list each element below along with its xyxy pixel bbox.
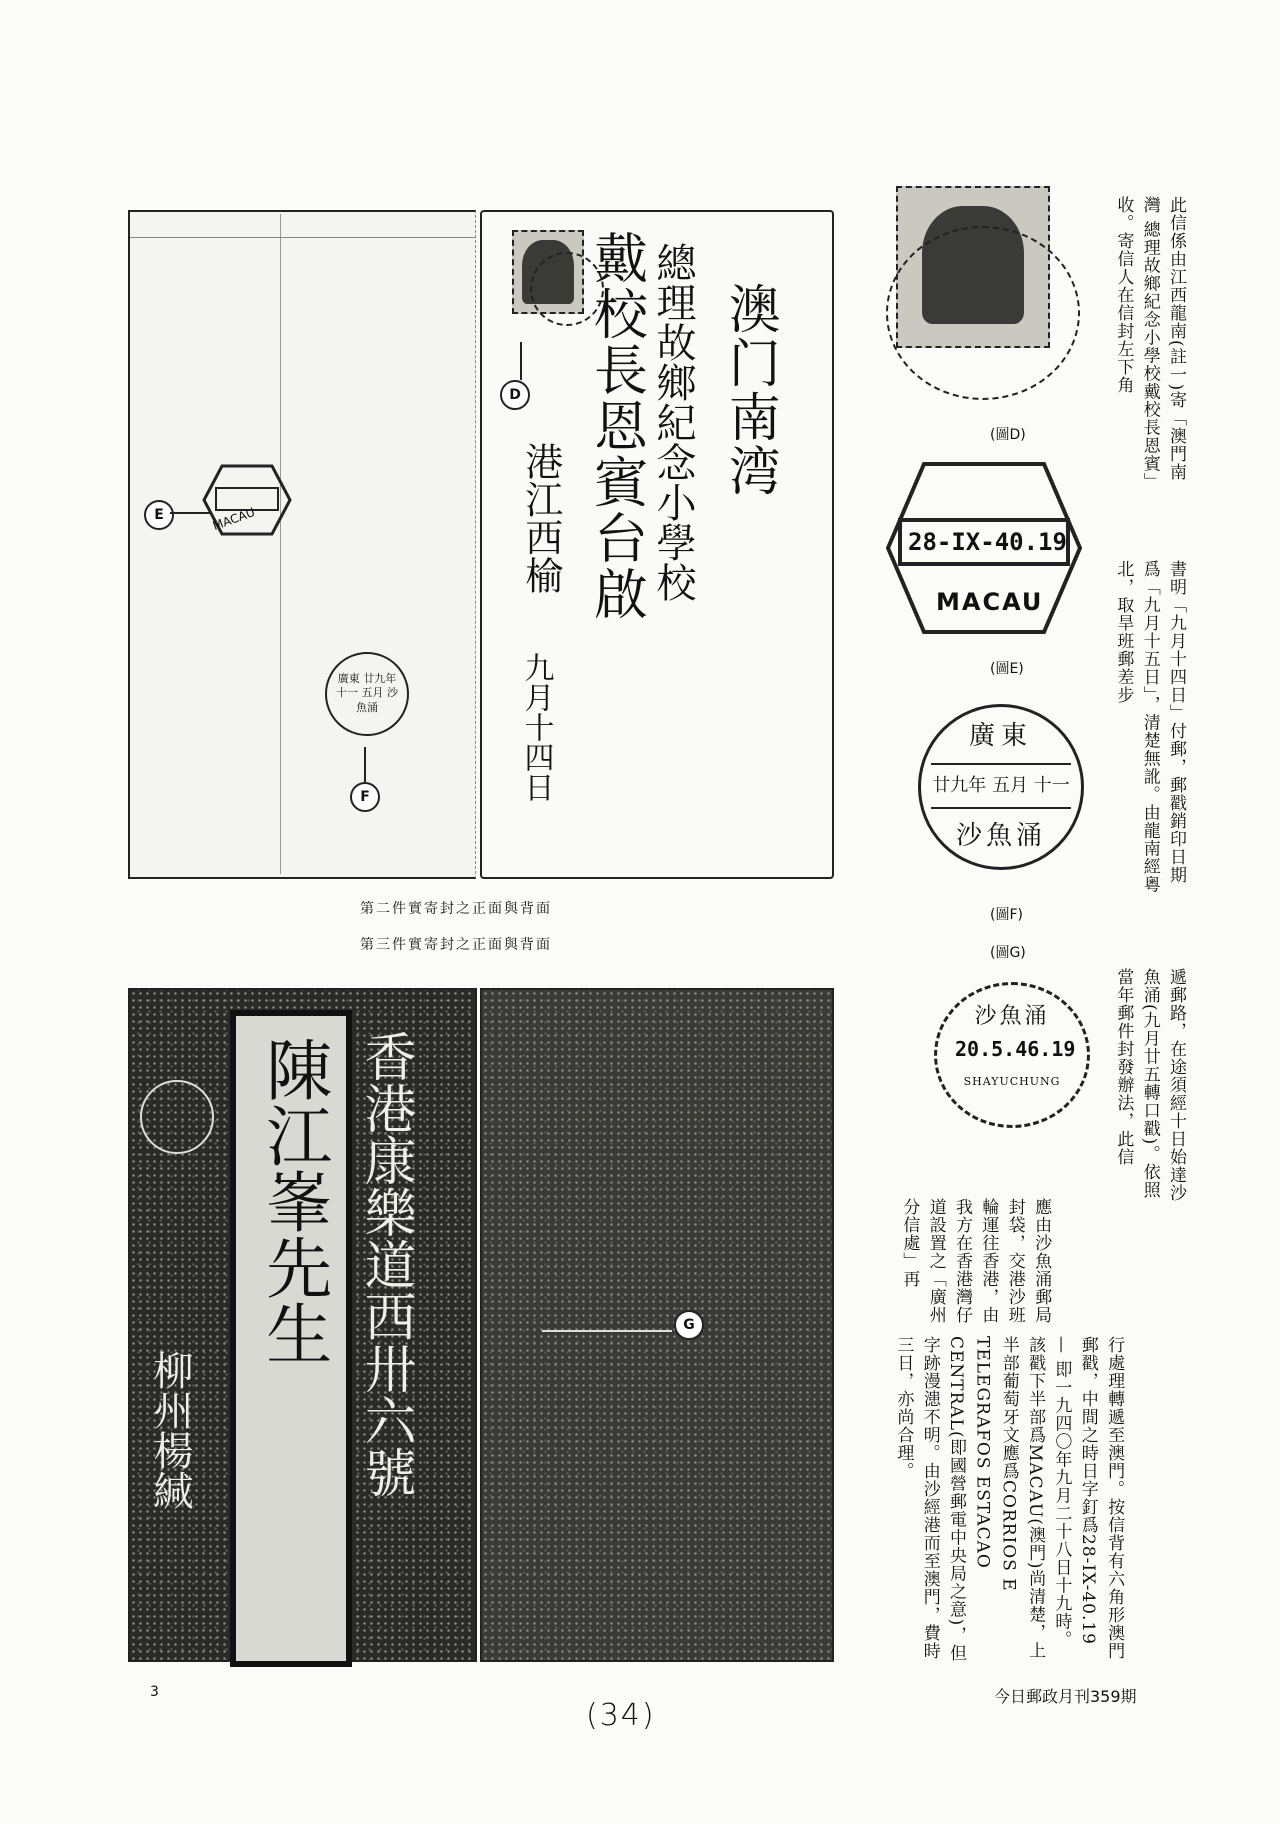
guangdong-postmark	[325, 652, 409, 736]
body-paragraph-4: 應由沙魚涌郵局封袋，交港沙班輪運往香港，由我方在香港灣仔道設置之「廣州分信處」再	[899, 1198, 1052, 1324]
callout-g: G	[674, 1310, 704, 1340]
postmark-text: 廣東 廿九年 十一 五月 沙魚涌	[336, 672, 398, 714]
macau-mark-text: MACAU	[210, 504, 257, 534]
address-hong-kong: 香港康樂道西卅六號	[355, 1030, 415, 1498]
callout-arrow	[364, 747, 366, 782]
sender-date: 九月十四日	[518, 652, 554, 802]
sender-name: 柳州楊緘	[147, 1350, 193, 1510]
envelope-flap-line	[280, 214, 281, 874]
address-school: 總理故鄉紀念小學校	[650, 242, 696, 602]
fig-g-postmark	[934, 982, 1090, 1128]
envelope-2-front	[355, 988, 834, 1662]
address-label-frame	[230, 1010, 352, 1667]
journal-name: 今日郵政月刊359期	[994, 1687, 1137, 1706]
fig-g-date: 20.5.46.19	[955, 1037, 1076, 1061]
callout-f: F	[350, 782, 380, 812]
recipient-name: 陳江峯先生	[254, 1036, 332, 1366]
body-paragraph-2: 書明「九月十四日」付郵，郵戳銷印日期爲「九月十五日」，清楚無訛。由龍南經粵北，取旱班郵差步	[1113, 560, 1187, 894]
fig-d-cancel-mark	[886, 226, 1080, 400]
page-number-left: 3	[150, 1684, 159, 1700]
fig-e-date: 28-IX-40.19	[908, 528, 1067, 556]
envelope-2-back	[128, 988, 477, 1662]
fig-e-label: (圖E)	[990, 661, 1024, 677]
page-number-handwritten: (34)	[586, 1698, 656, 1733]
back-postmark	[140, 1080, 214, 1154]
fig-g-top: 沙魚涌	[974, 1004, 1050, 1029]
body-paragraph-1: 此信係由江西龍南(註一)寄「澳門南灣 總理故鄉紀念小學校戴校長恩賓」收。寄信人在信封左下角	[1113, 196, 1187, 491]
envelope-1-front	[480, 210, 834, 879]
fig-f-date: 廿九年 五月 十一	[931, 763, 1071, 809]
fig-f-postmark	[918, 704, 1084, 870]
sender-place: 港江西榆	[518, 442, 563, 594]
callout-e: E	[144, 500, 174, 530]
fig-f-bottom: 沙魚涌	[955, 821, 1046, 851]
fig-f-top: 廣東	[968, 721, 1033, 751]
caption-second-cover: 第二件實寄封之正面與背面	[360, 901, 552, 917]
body-paragraph-5: 行處理轉遞至澳門。按信背有六角形澳門郵戳，中間之時日字釘爲28-IX-40.19 — 即一九四〇年九月二十八日十九時。該戳下半部爲MACAU(澳門)尚清楚，上半部葡萄牙文應爲CORRIOS E TELEGRAFOS ESTACAO CENTRAL(即國營郵電中央局之意)，但字跡漫漶不明。由沙經港而至澳門，費時三日，亦尚合理。	[893, 1336, 1125, 1663]
envelope-flap-line	[130, 237, 475, 238]
callout-arrow	[170, 512, 210, 514]
callout-d: D	[500, 380, 530, 410]
body-paragraph-3: 遞郵路，在途須經十日始達沙魚涌(九月廿五轉口戳)。依照當年郵件封發辦法，此信	[1113, 968, 1187, 1202]
fig-e-place: MACAU	[936, 588, 1044, 616]
fig-g-bottom: SHAYUCHUNG	[963, 1075, 1061, 1088]
fig-f-label: (圖F)	[990, 907, 1023, 923]
fig-d-label: (圖D)	[990, 427, 1026, 443]
callout-arrow	[520, 342, 522, 380]
address-macau: 澳门南湾	[719, 282, 780, 498]
recipient-name: 戴校長恩賓台啟	[585, 230, 649, 622]
caption-third-cover: 第三件實寄封之正面與背面	[360, 937, 552, 953]
pencil-note	[542, 1316, 672, 1332]
fig-g-label: (圖G)	[990, 945, 1026, 961]
envelope-1-back	[128, 210, 476, 879]
